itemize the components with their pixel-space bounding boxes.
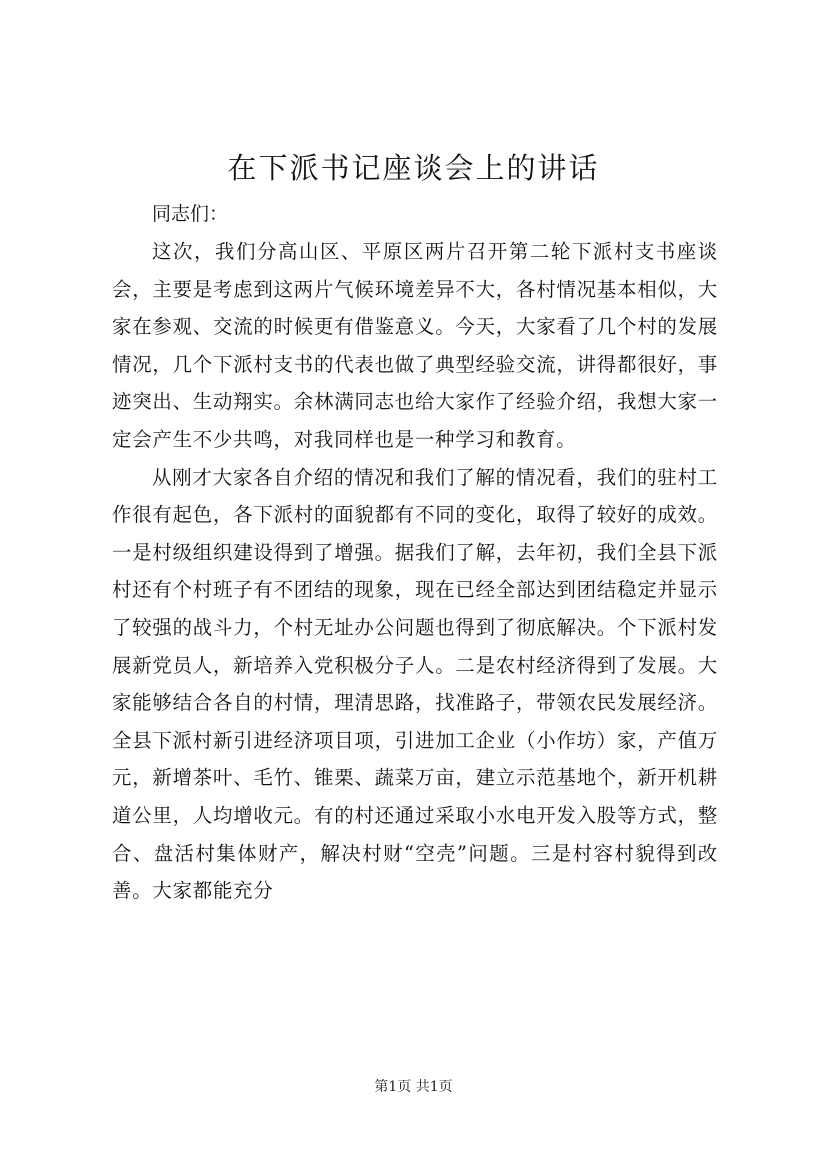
paragraph-2: 从刚才大家各自介绍的情况和我们了解的情况看，我们的驻村工作很有起色，各下派村的面貌都有不同的变化，取得了较好的成效。一是村级组织建设得到了增强。据我们了解，去年初，我们全县下派村还有个村班子有不团结的现象，现在已经全部达到团结稳定并显示了较强的战斗力，个村无址办公问题也得到了彻底解决。个下派村发展新党员人，新培养入党积极分子人。二是农村经济得到了发展。大家能够结合各自的村情，理清思路，找准路子，带领农民发展经济。全县下派村新引进经济项目项，引进加工企业（小作坊）家，产值万元，新增茶叶、毛竹、锥栗、蔬菜万亩，建立示范基地个，新开机耕道公里，人均增收元。有的村还通过采取小水电开发入股等方式，整合、盘活村集体财产，解决村财“空壳”问题。三是村容村貌得到改善。大家都能充分 xyxy=(112,465,718,903)
paragraph-1: 这次，我们分高山区、平原区两片召开第二轮下派村支书座谈会，主要是考虑到这两片气候环境差异不大，各村情况基本相似，大家在参观、交流的时候更有借鉴意义。今天，大家看了几个村的发展情况，几个下派村支书的代表也做了典型经验交流，讲得都很好，事迹突出、生动翔实。余林满同志也给大家作了经验介绍，我想大家一定会产生不少共鸣，对我同样也是一种学习和教育。 xyxy=(112,240,718,451)
document-title: 在下派书记座谈会上的讲话 xyxy=(227,151,600,185)
document-body xyxy=(112,196,718,910)
page-number-footer: 第1页 共1页 xyxy=(374,1079,453,1095)
salutation: 同志们： xyxy=(152,203,229,225)
